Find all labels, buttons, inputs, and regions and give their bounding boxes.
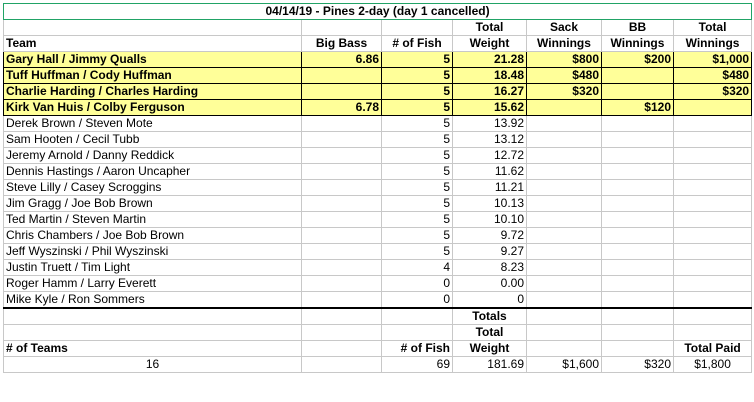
cell-num-fish[interactable]: 5 bbox=[382, 228, 453, 244]
cell-total-winnings[interactable] bbox=[674, 100, 752, 116]
teams-count-label[interactable]: # of Teams bbox=[4, 341, 302, 357]
cell-team[interactable]: Steve Lilly / Casey Scroggins bbox=[4, 180, 302, 196]
teams-count-value[interactable]: 16 bbox=[4, 357, 302, 373]
cell-total-winnings[interactable] bbox=[674, 292, 752, 309]
results-table bbox=[3, 3, 752, 373]
totals-spacer[interactable] bbox=[602, 308, 674, 325]
cell-sack-winnings[interactable] bbox=[527, 196, 602, 212]
table-row bbox=[4, 196, 752, 212]
header-total-winnings-line2[interactable]: Winnings bbox=[674, 36, 752, 52]
totals-spacer[interactable] bbox=[4, 308, 302, 325]
table-row bbox=[4, 212, 752, 228]
cell-num-fish[interactable]: 5 bbox=[382, 68, 453, 84]
cell-bb-winnings[interactable] bbox=[602, 164, 674, 180]
cell-team[interactable]: Jeff Wyszinski / Phil Wyszinski bbox=[4, 244, 302, 260]
totals-spacer[interactable] bbox=[674, 308, 752, 325]
cell-team[interactable]: Mike Kyle / Ron Sommers bbox=[4, 292, 302, 309]
cell-big-bass[interactable] bbox=[302, 244, 382, 260]
cell-sack-winnings[interactable] bbox=[527, 244, 602, 260]
cell-bb-winnings[interactable] bbox=[602, 228, 674, 244]
cell-total-winnings[interactable]: $320 bbox=[674, 84, 752, 100]
header-num-fish[interactable]: # of Fish bbox=[382, 36, 453, 52]
cell-team[interactable]: Ted Martin / Steven Martin bbox=[4, 212, 302, 228]
totals-spacer[interactable] bbox=[302, 308, 382, 325]
cell-bb-winnings[interactable] bbox=[602, 244, 674, 260]
cell-team[interactable]: Dennis Hastings / Aaron Uncapher bbox=[4, 164, 302, 180]
cell-total-winnings[interactable]: $480 bbox=[674, 68, 752, 84]
sheet-title[interactable]: 04/14/19 - Pines 2-day (day 1 cancelled) bbox=[4, 4, 752, 20]
totals-spacer[interactable] bbox=[674, 325, 752, 341]
cell-sack-winnings[interactable] bbox=[527, 100, 602, 116]
cell-bb-winnings[interactable] bbox=[602, 180, 674, 196]
cell-total-weight[interactable]: 10.13 bbox=[453, 196, 527, 212]
table-row bbox=[4, 244, 752, 260]
cell-total-weight[interactable]: 13.12 bbox=[453, 132, 527, 148]
cell-team[interactable]: Chris Chambers / Joe Bob Brown bbox=[4, 228, 302, 244]
cell-sack-winnings[interactable] bbox=[527, 292, 602, 309]
table-row bbox=[4, 132, 752, 148]
header-spacer[interactable] bbox=[302, 20, 382, 36]
totals-spacer[interactable] bbox=[527, 341, 602, 357]
cell-total-weight[interactable]: 11.62 bbox=[453, 164, 527, 180]
cell-total-weight[interactable]: 21.28 bbox=[453, 52, 527, 68]
fish-count-value[interactable]: 69 bbox=[382, 357, 453, 373]
totals-spacer[interactable] bbox=[527, 325, 602, 341]
totals-spacer[interactable] bbox=[602, 341, 674, 357]
cell-total-winnings[interactable] bbox=[674, 164, 752, 180]
cell-total-weight[interactable]: 8.23 bbox=[453, 260, 527, 276]
cell-total-weight[interactable]: 15.62 bbox=[453, 100, 527, 116]
cell-sack-winnings[interactable] bbox=[527, 260, 602, 276]
cell-big-bass[interactable] bbox=[302, 116, 382, 132]
cell-num-fish[interactable]: 5 bbox=[382, 148, 453, 164]
cell-bb-winnings[interactable] bbox=[602, 68, 674, 84]
table-row bbox=[4, 68, 752, 84]
cell-bb-winnings[interactable] bbox=[602, 132, 674, 148]
totals-spacer[interactable] bbox=[382, 325, 453, 341]
total-paid-label[interactable]: Total Paid bbox=[674, 341, 752, 357]
header-bb-line2[interactable]: Winnings bbox=[602, 36, 674, 52]
cell-team[interactable]: Jim Gragg / Joe Bob Brown bbox=[4, 196, 302, 212]
header-sack-line2[interactable]: Winnings bbox=[527, 36, 602, 52]
total-paid-value[interactable]: $1,800 bbox=[674, 357, 752, 373]
cell-num-fish[interactable]: 5 bbox=[382, 164, 453, 180]
cell-bb-winnings[interactable] bbox=[602, 276, 674, 292]
fish-count-label[interactable]: # of Fish bbox=[382, 341, 453, 357]
cell-total-winnings[interactable] bbox=[674, 148, 752, 164]
cell-team[interactable]: Derek Brown / Steven Mote bbox=[4, 116, 302, 132]
totals-spacer[interactable] bbox=[382, 308, 453, 325]
table-row bbox=[4, 100, 752, 116]
cell-num-fish[interactable]: 0 bbox=[382, 276, 453, 292]
cell-total-winnings[interactable] bbox=[674, 132, 752, 148]
cell-total-weight[interactable]: 11.21 bbox=[453, 180, 527, 196]
cell-bb-winnings[interactable] bbox=[602, 116, 674, 132]
cell-team[interactable]: Roger Hamm / Larry Everett bbox=[4, 276, 302, 292]
cell-team[interactable]: Sam Hooten / Cecil Tubb bbox=[4, 132, 302, 148]
bb-total-value[interactable]: $320 bbox=[602, 357, 674, 373]
cell-bb-winnings[interactable] bbox=[602, 292, 674, 309]
cell-team[interactable]: Tuff Huffman / Cody Huffman bbox=[4, 68, 302, 84]
header-big-bass[interactable]: Big Bass bbox=[302, 36, 382, 52]
table-row bbox=[4, 164, 752, 180]
cell-num-fish[interactable]: 0 bbox=[382, 292, 453, 309]
table-row bbox=[4, 276, 752, 292]
cell-num-fish[interactable]: 5 bbox=[382, 132, 453, 148]
cell-team[interactable]: Kirk Van Huis / Colby Ferguson bbox=[4, 100, 302, 116]
cell-big-bass[interactable] bbox=[302, 196, 382, 212]
cell-sack-winnings[interactable] bbox=[527, 212, 602, 228]
cell-bb-winnings[interactable] bbox=[602, 196, 674, 212]
cell-total-weight[interactable]: 12.72 bbox=[453, 148, 527, 164]
cell-total-winnings[interactable] bbox=[674, 116, 752, 132]
sack-total-value[interactable]: $1,600 bbox=[527, 357, 602, 373]
totals-label[interactable]: Totals bbox=[453, 308, 527, 325]
cell-bb-winnings[interactable]: $120 bbox=[602, 100, 674, 116]
cell-total-weight[interactable]: 0.00 bbox=[453, 276, 527, 292]
cell-total-winnings[interactable] bbox=[674, 212, 752, 228]
totals-spacer[interactable] bbox=[302, 357, 382, 373]
table-row bbox=[4, 116, 752, 132]
cell-team[interactable]: Charlie Harding / Charles Harding bbox=[4, 84, 302, 100]
cell-big-bass[interactable]: 6.86 bbox=[302, 52, 382, 68]
header-total-weight-line2[interactable]: Weight bbox=[453, 36, 527, 52]
cell-bb-winnings[interactable] bbox=[602, 260, 674, 276]
cell-total-weight[interactable]: 0 bbox=[453, 292, 527, 309]
header-total-weight-line1[interactable]: Total bbox=[453, 20, 527, 36]
cell-total-winnings[interactable] bbox=[674, 260, 752, 276]
cell-bb-winnings[interactable] bbox=[602, 212, 674, 228]
table-row bbox=[4, 260, 752, 276]
cell-total-weight[interactable]: 9.27 bbox=[453, 244, 527, 260]
cell-total-winnings[interactable] bbox=[674, 244, 752, 260]
cell-big-bass[interactable] bbox=[302, 276, 382, 292]
table-row bbox=[4, 292, 752, 309]
cell-bb-winnings[interactable] bbox=[602, 84, 674, 100]
cell-num-fish[interactable]: 5 bbox=[382, 116, 453, 132]
cell-total-weight[interactable]: 16.27 bbox=[453, 84, 527, 100]
cell-bb-winnings[interactable] bbox=[602, 148, 674, 164]
cell-team[interactable]: Justin Truett / Tim Light bbox=[4, 260, 302, 276]
cell-big-bass[interactable] bbox=[302, 84, 382, 100]
cell-big-bass[interactable] bbox=[302, 260, 382, 276]
table-row bbox=[4, 228, 752, 244]
totals-spacer[interactable] bbox=[527, 308, 602, 325]
cell-num-fish[interactable]: 5 bbox=[382, 212, 453, 228]
table-row bbox=[4, 148, 752, 164]
header-sack-line1[interactable]: Sack bbox=[527, 20, 602, 36]
cell-num-fish[interactable]: 5 bbox=[382, 244, 453, 260]
totals-spacer[interactable] bbox=[302, 325, 382, 341]
cell-sack-winnings[interactable] bbox=[527, 148, 602, 164]
header-spacer[interactable] bbox=[4, 20, 302, 36]
header-spacer[interactable] bbox=[382, 20, 453, 36]
cell-sack-winnings[interactable] bbox=[527, 164, 602, 180]
cell-num-fish[interactable]: 5 bbox=[382, 180, 453, 196]
header-bb-line1[interactable]: BB bbox=[602, 20, 674, 36]
cell-num-fish[interactable]: 5 bbox=[382, 100, 453, 116]
cell-big-bass[interactable] bbox=[302, 292, 382, 309]
cell-sack-winnings[interactable]: $320 bbox=[527, 84, 602, 100]
cell-sack-winnings[interactable] bbox=[527, 180, 602, 196]
cell-sack-winnings[interactable] bbox=[527, 132, 602, 148]
cell-total-weight[interactable]: 10.10 bbox=[453, 212, 527, 228]
totals-spacer[interactable] bbox=[302, 341, 382, 357]
cell-total-weight[interactable]: 13.92 bbox=[453, 116, 527, 132]
totals-weight-header-line1[interactable]: Total bbox=[453, 325, 527, 341]
totals-spacer[interactable] bbox=[4, 325, 302, 341]
table-row bbox=[4, 52, 752, 68]
cell-bb-winnings[interactable]: $200 bbox=[602, 52, 674, 68]
cell-big-bass[interactable] bbox=[302, 180, 382, 196]
cell-total-winnings[interactable]: $1,000 bbox=[674, 52, 752, 68]
header-team[interactable]: Team bbox=[4, 36, 302, 52]
cell-sack-winnings[interactable]: $800 bbox=[527, 52, 602, 68]
totals-spacer[interactable] bbox=[602, 325, 674, 341]
cell-sack-winnings[interactable] bbox=[527, 228, 602, 244]
cell-total-winnings[interactable] bbox=[674, 228, 752, 244]
cell-total-winnings[interactable] bbox=[674, 196, 752, 212]
cell-big-bass[interactable] bbox=[302, 212, 382, 228]
cell-team[interactable]: Jeremy Arnold / Danny Reddick bbox=[4, 148, 302, 164]
cell-big-bass[interactable] bbox=[302, 164, 382, 180]
cell-sack-winnings[interactable]: $480 bbox=[527, 68, 602, 84]
cell-sack-winnings[interactable] bbox=[527, 116, 602, 132]
table-row bbox=[4, 84, 752, 100]
table-row bbox=[4, 180, 752, 196]
cell-big-bass[interactable] bbox=[302, 228, 382, 244]
cell-big-bass[interactable]: 6.78 bbox=[302, 100, 382, 116]
totals-weight-header-line2[interactable]: Weight bbox=[453, 341, 527, 357]
cell-total-weight[interactable]: 18.48 bbox=[453, 68, 527, 84]
cell-total-weight[interactable]: 9.72 bbox=[453, 228, 527, 244]
cell-total-winnings[interactable] bbox=[674, 276, 752, 292]
header-total-winnings-line1[interactable]: Total bbox=[674, 20, 752, 36]
total-weight-value[interactable]: 181.69 bbox=[453, 357, 527, 373]
cell-num-fish[interactable]: 4 bbox=[382, 260, 453, 276]
cell-big-bass[interactable] bbox=[302, 148, 382, 164]
cell-num-fish[interactable]: 5 bbox=[382, 84, 453, 100]
cell-num-fish[interactable]: 5 bbox=[382, 196, 453, 212]
cell-total-winnings[interactable] bbox=[674, 180, 752, 196]
cell-num-fish[interactable]: 5 bbox=[382, 52, 453, 68]
cell-sack-winnings[interactable] bbox=[527, 276, 602, 292]
cell-team[interactable]: Gary Hall / Jimmy Qualls bbox=[4, 52, 302, 68]
cell-big-bass[interactable] bbox=[302, 132, 382, 148]
cell-big-bass[interactable] bbox=[302, 68, 382, 84]
